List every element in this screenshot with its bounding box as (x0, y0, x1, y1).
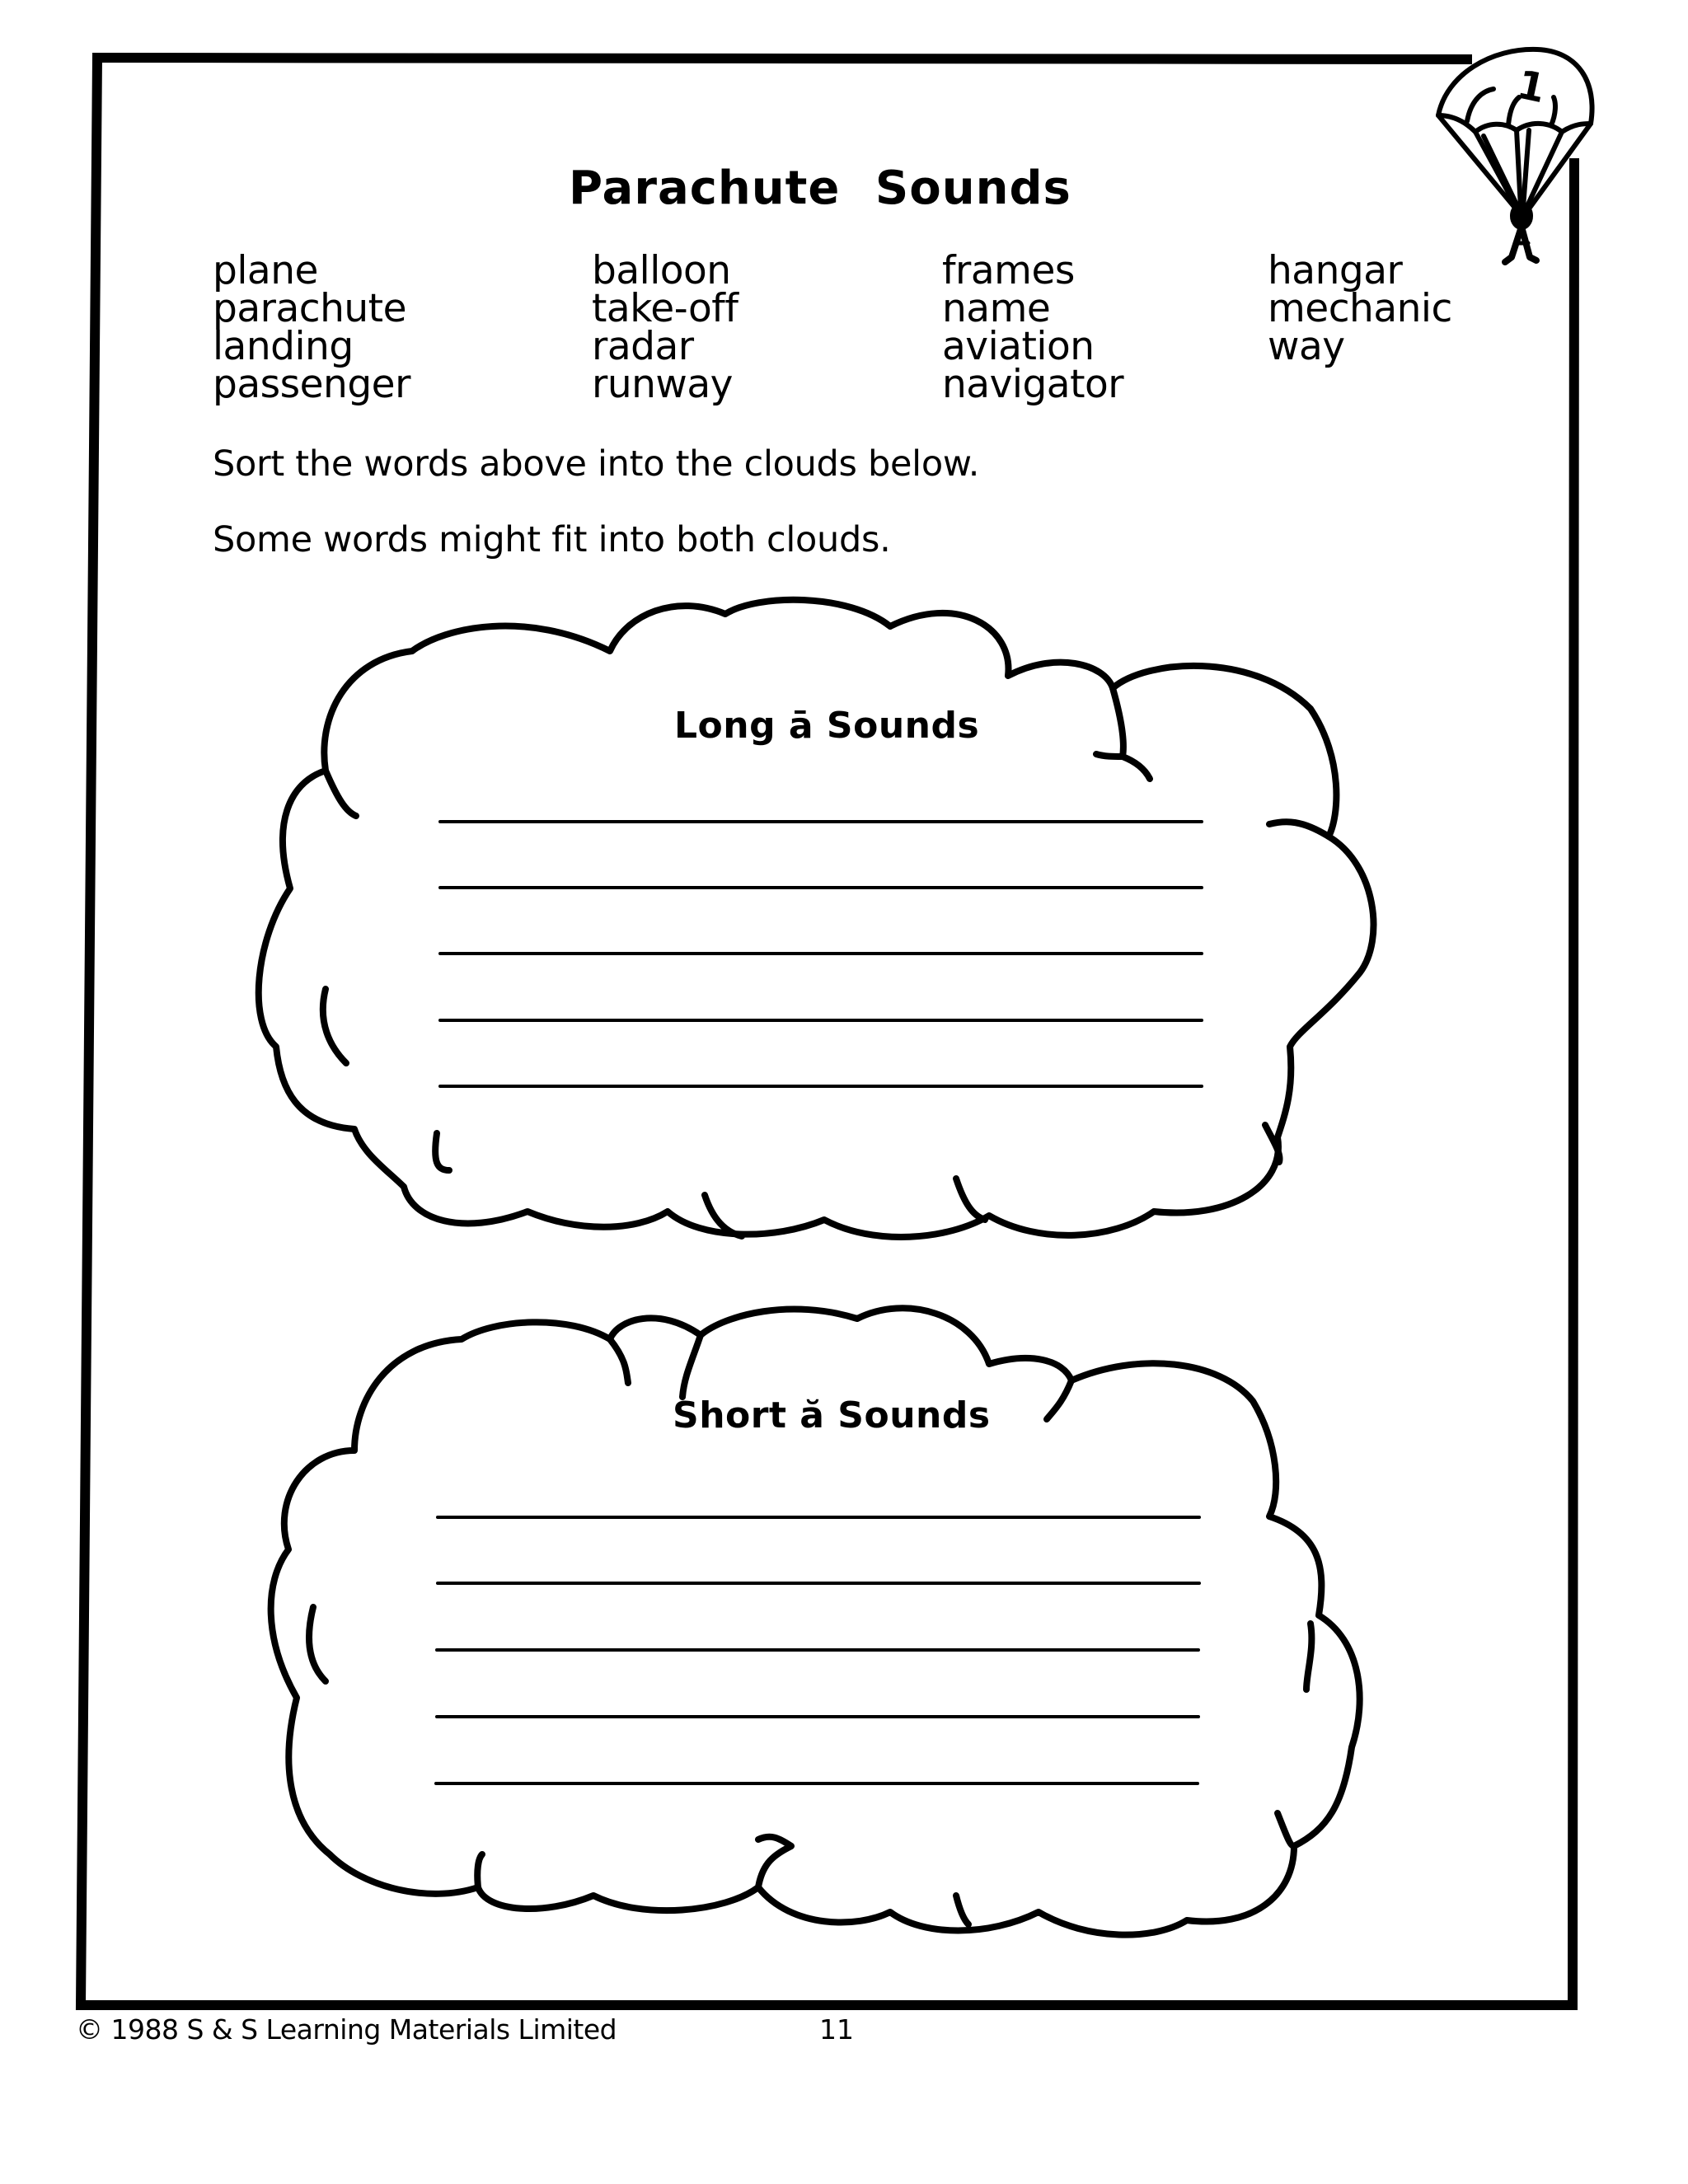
copyright-notice: © 1988 S & S Learning Materials Limited (76, 2013, 617, 2046)
long-a-answer-line-5[interactable] (438, 1085, 1203, 1088)
long-a-heading: Long ā Sounds (674, 705, 980, 747)
word-item: frames (942, 248, 1075, 293)
word-item: balloon (592, 248, 731, 293)
word-column-2 (592, 248, 738, 407)
word-item: runway (592, 362, 733, 407)
long-a-answer-line-3[interactable] (438, 952, 1203, 955)
word-item: take-off (592, 286, 738, 331)
word-item: plane (213, 248, 318, 293)
word-item: radar (592, 324, 694, 369)
word-column-1 (213, 248, 410, 407)
word-item: landing (213, 324, 354, 369)
word-item: passenger (213, 362, 410, 407)
short-a-answer-line-1[interactable] (436, 1516, 1201, 1519)
long-a-answer-line-4[interactable] (438, 1019, 1203, 1022)
long-a-cloud-outline (259, 600, 1374, 1237)
instruction-sort: Sort the words above into the clouds below. (213, 443, 980, 485)
short-a-answer-line-3[interactable] (435, 1648, 1200, 1652)
word-item: mechanic (1268, 286, 1452, 331)
short-a-heading: Short ă Sounds (673, 1394, 991, 1436)
word-column-3 (942, 248, 1124, 407)
short-a-answer-line-2[interactable] (436, 1582, 1201, 1585)
word-item: hangar (1268, 248, 1403, 293)
word-item: parachute (213, 286, 407, 331)
word-column-4 (1268, 248, 1452, 369)
word-item: name (942, 286, 1051, 331)
parachute-badge-number: 1 (1512, 61, 1550, 113)
worksheet-title: Parachute Sounds (569, 162, 1071, 215)
parachute-icon (1438, 49, 1592, 262)
short-a-answer-line-5[interactable] (434, 1782, 1199, 1785)
short-a-answer-line-4[interactable] (435, 1715, 1200, 1718)
word-item: aviation (942, 324, 1095, 369)
instruction-both: Some words might fit into both clouds. (213, 519, 891, 560)
long-a-answer-line-1[interactable] (438, 820, 1203, 823)
word-item: navigator (942, 362, 1124, 407)
page-number: 11 (819, 2013, 854, 2046)
long-a-answer-line-2[interactable] (438, 886, 1203, 889)
word-item: way (1268, 324, 1345, 369)
